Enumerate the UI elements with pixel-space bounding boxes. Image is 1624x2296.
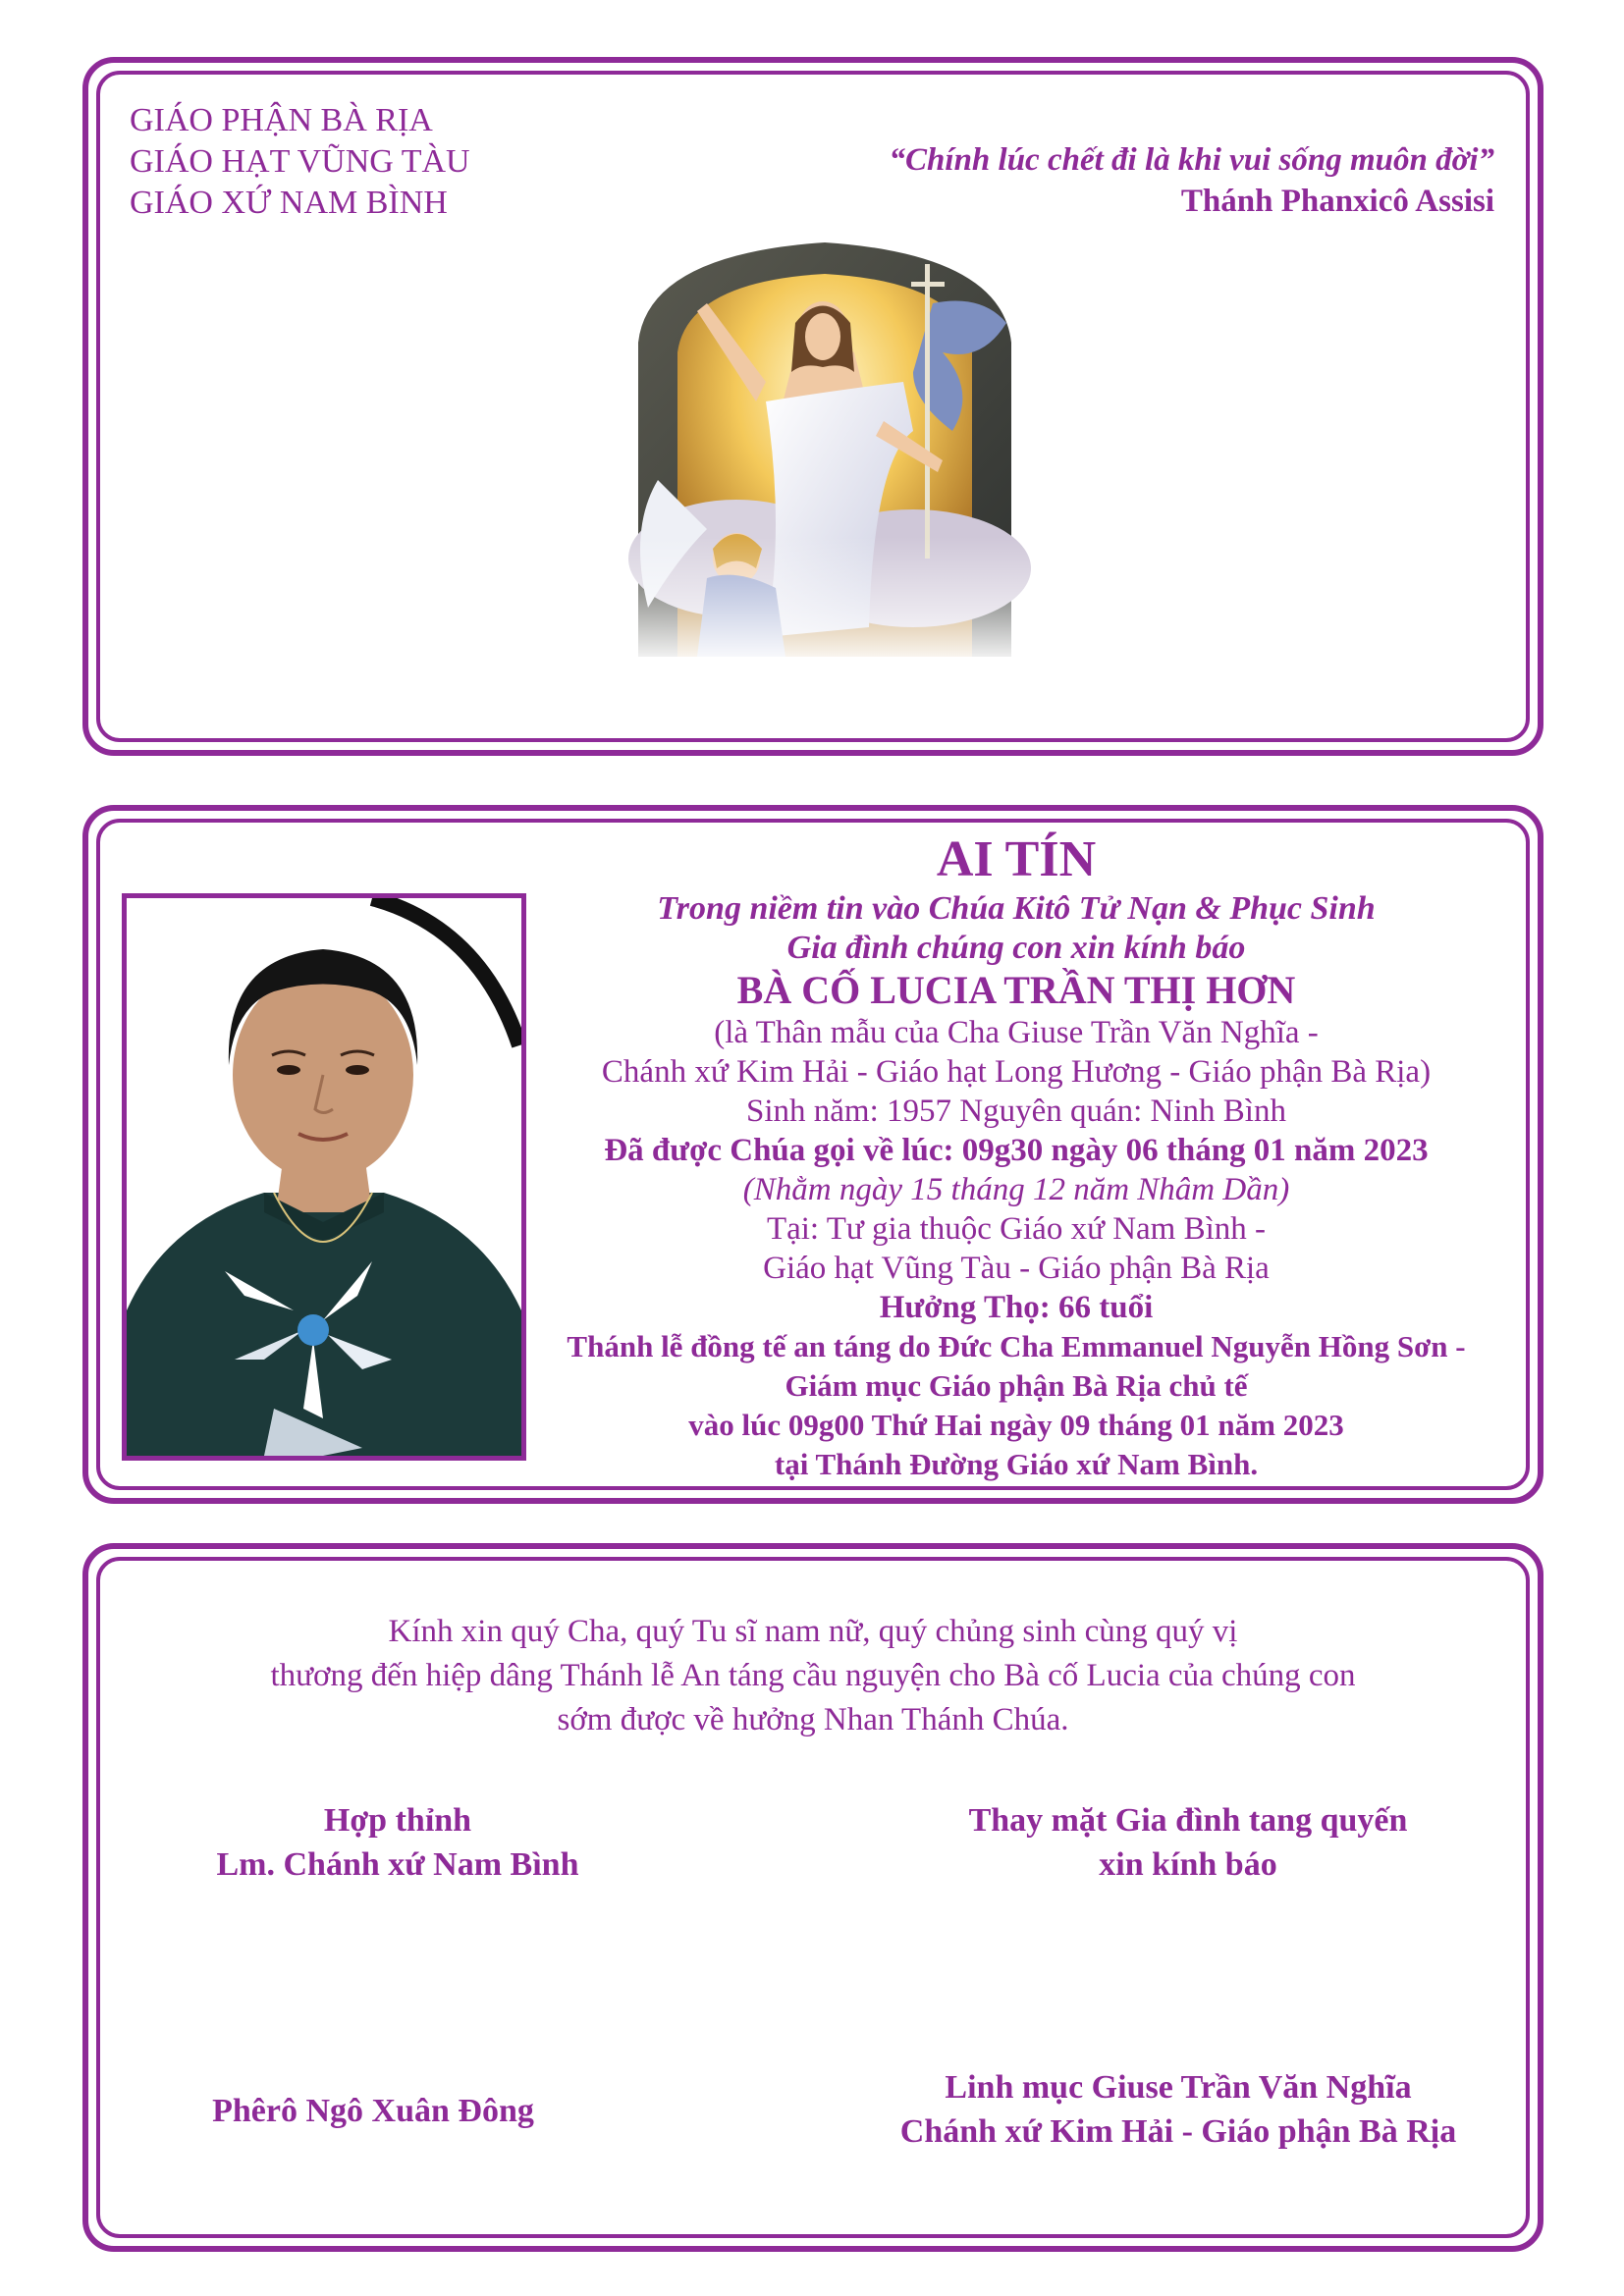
obituary-text — [520, 830, 1512, 1484]
quote-text: “Chính lúc chết đi là khi vui sống muôn đời” — [889, 142, 1494, 178]
invitation-text — [88, 1610, 1538, 1742]
right-name-1: Linh mục Giuse Trần Văn Nghĩa — [945, 2069, 1412, 2106]
invitation-line-2: thương đến hiệp dâng Thánh lễ An táng cầu nguyện cho Bà cố Lucia của chúng con — [270, 1658, 1356, 1693]
age-line: Hưởng Thọ: 66 tuổi — [879, 1290, 1154, 1325]
portrait-image — [127, 898, 521, 1456]
signature-left-name — [167, 2089, 579, 2133]
place-line-1: Tại: Tư gia thuộc Giáo xứ Nam Bình - — [766, 1211, 1267, 1247]
mass-line-1: Thánh lễ đồng tế an táng do Đức Cha Emmanuel Nguyễn Hồng Sơn - — [567, 1329, 1466, 1363]
quote-author: Thánh Phanxicô Assisi — [1180, 184, 1494, 219]
parish-header — [130, 100, 470, 224]
deceased-name: BÀ CỐ LUCIA TRẦN THỊ HƠN — [736, 968, 1296, 1012]
resurrection-image — [619, 235, 1031, 667]
floral-pattern — [225, 1261, 392, 1456]
left-name: Phêrô Ngô Xuân Đông — [212, 2093, 534, 2129]
deanery-line: GIÁO HẠT VŨNG TÀU — [130, 143, 470, 180]
announcement-title: AI TÍN — [936, 831, 1097, 887]
right-role-2: xin kính báo — [1099, 1846, 1277, 1883]
header-panel — [82, 57, 1543, 756]
diocese-line: GIÁO PHẬN BÀ RỊA — [130, 102, 433, 138]
announcement-panel — [82, 805, 1543, 1504]
mass-line-2: Giám mục Giáo phận Bà Rịa chủ tế — [785, 1368, 1248, 1403]
lunar-date-line: (Nhằm ngày 15 tháng 12 năm Nhâm Dần) — [742, 1172, 1290, 1207]
mourning-ribbon — [372, 898, 519, 1045]
left-role-2: Lm. Chánh xứ Nam Bình — [216, 1846, 579, 1883]
saint-quote — [890, 139, 1494, 222]
left-role-1: Hợp thỉnh — [323, 1802, 472, 1839]
relation-line-2: Chánh xứ Kim Hải - Giáo hạt Long Hương - Giáo phận Bà Rịa) — [601, 1054, 1432, 1090]
invitation-panel — [82, 1543, 1543, 2252]
right-role-1: Thay mặt Gia đình tang quyến — [968, 1802, 1408, 1839]
birth-line: Sinh năm: 1957 Nguyên quán: Ninh Bình — [746, 1094, 1286, 1129]
parish-line: GIÁO XỨ NAM BÌNH — [130, 185, 448, 221]
death-line: Đã được Chúa gọi về lúc: 09g30 ngày 06 tháng 01 năm 2023 — [604, 1133, 1429, 1168]
invitation-line-1: Kính xin quý Cha, quý Tu sĩ nam nữ, quý chủng sinh cùng quý vị — [388, 1614, 1238, 1649]
intro-line-1: Trong niềm tin vào Chúa Kitô Tử Nạn & Phục Sinh — [657, 890, 1376, 927]
mass-line-4: tại Thánh Đường Giáo xứ Nam Bình. — [774, 1447, 1259, 1481]
intro-line-2: Gia đình chúng con xin kính báo — [786, 930, 1246, 966]
portrait-photo — [122, 893, 526, 1461]
right-name-2: Chánh xứ Kim Hải - Giáo phận Bà Rịa — [899, 2113, 1457, 2150]
signature-left-role — [167, 1798, 628, 1887]
invitation-line-3: sớm được về hưởng Nhan Thánh Chúa. — [557, 1702, 1069, 1737]
signature-right-name — [854, 2065, 1502, 2154]
mass-line-3: vào lúc 09g00 Thứ Hai ngày 09 tháng 01 năm 2023 — [688, 1408, 1344, 1442]
signature-right-role — [933, 1798, 1443, 1887]
place-line-2: Giáo hạt Vũng Tàu - Giáo phận Bà Rịa — [763, 1251, 1270, 1286]
relation-line-1: (là Thân mẫu của Cha Giuse Trần Văn Nghĩa - — [714, 1015, 1319, 1050]
